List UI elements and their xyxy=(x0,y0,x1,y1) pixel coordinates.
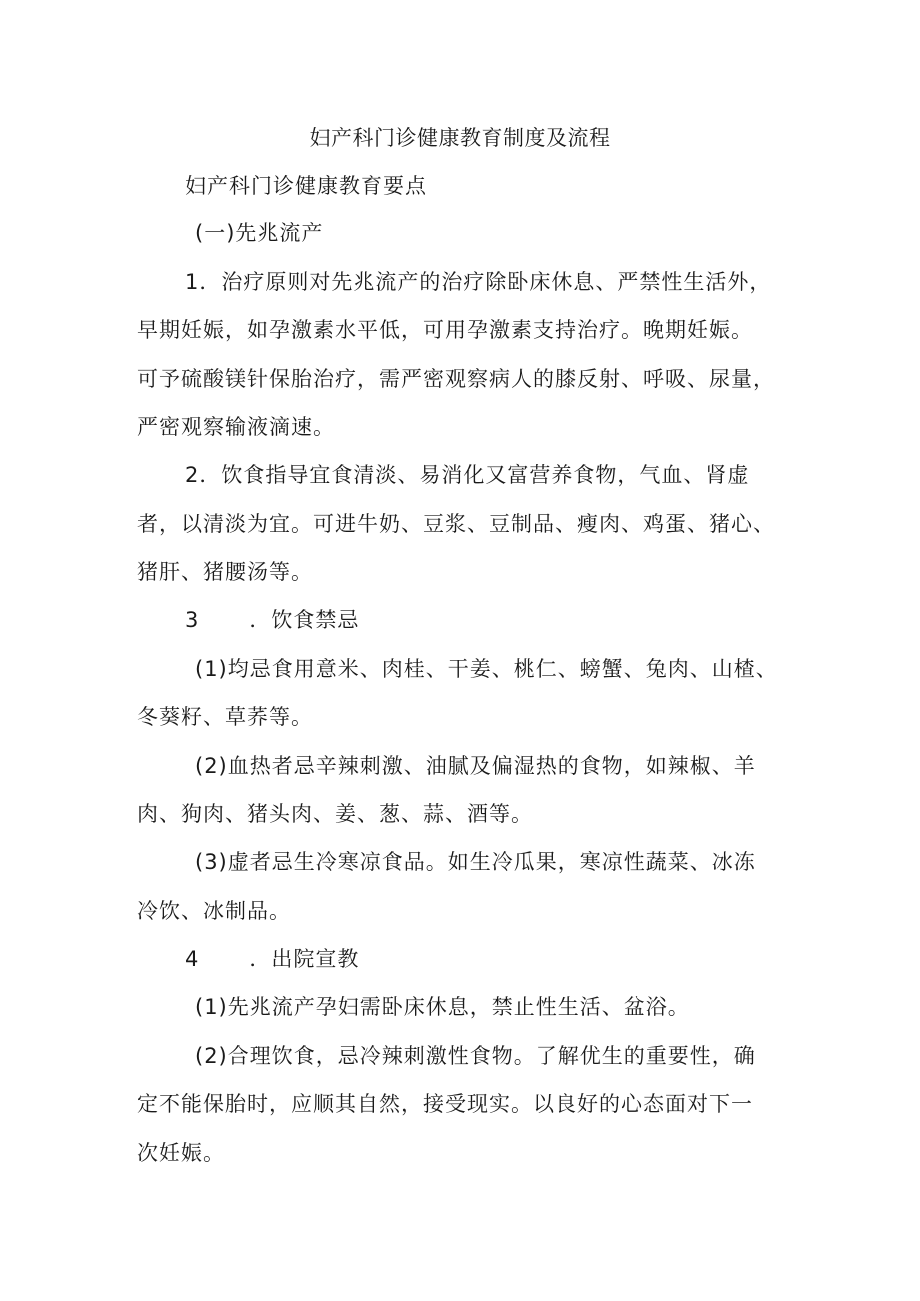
item4-heading xyxy=(185,944,359,974)
item3-number: 3 xyxy=(185,608,200,632)
item4-sub-line: 定不能保胎时，应顺其自然，接受现实。以良好的心态面对下一 xyxy=(137,1092,753,1116)
item4-sub-line: 次妊娠。 xyxy=(137,1141,225,1165)
item4-number: 4 xyxy=(185,947,200,971)
section-heading: (一)先兆流产 xyxy=(195,221,324,245)
item1-line: 1．治疗原则对先兆流产的治疗除卧床休息、严禁性生活外， xyxy=(185,270,772,294)
item2-line: 者，以清淡为宜。可进牛奶、豆浆、豆制品、瘦肉、鸡蛋、猪心、 xyxy=(137,512,775,536)
item1-line: 早期妊娠，如孕激素水平低，可用孕激素支持治疗。晚期妊娠。 xyxy=(137,318,753,342)
item1-line: 可予硫酸镁针保胎治疗，需严密观察病人的膝反射、呼吸、尿量， xyxy=(137,367,775,391)
item3-sub-line: (3)虚者忌生冷寒凉食品。如生冷瓜果，寒凉性蔬菜、冰冻 xyxy=(195,850,756,874)
item3-sub-line: (2)血热者忌辛辣刺激、油腻及偏湿热的食物，如辣椒、羊 xyxy=(195,754,756,778)
item1-line: 严密观察输液滴速。 xyxy=(137,415,335,439)
item2-line: 猪肝、猪腰汤等。 xyxy=(137,560,313,584)
item4-sub-line: (2)合理饮食，忌冷辣刺激性食物。了解优生的重要性，确 xyxy=(195,1044,756,1068)
item3-sub-line: 冷饮、冰制品。 xyxy=(137,899,291,923)
item3-heading-text: ．饮食禁忌 xyxy=(249,608,360,632)
item3-sub-line: 冬葵籽、草荞等。 xyxy=(137,705,313,729)
item4-sub-line: (1)先兆流产孕妇需卧床休息，禁止性生活、盆浴。 xyxy=(195,995,690,1019)
item4-heading-text: ．出院宣教 xyxy=(249,947,360,971)
document-title: 妇产科门诊健康教育制度及流程 xyxy=(309,126,611,150)
item3-heading xyxy=(185,605,359,635)
item3-sub-line: (1)均忌食用意米、肉桂、干姜、桃仁、螃蟹、兔肉、山楂、 xyxy=(195,657,778,681)
item2-line: 2．饮食指导宜食清淡、易消化又富营养食物，气血、肾虚 xyxy=(185,463,750,487)
document-subtitle: 妇产科门诊健康教育要点 xyxy=(185,174,427,198)
item3-sub-line: 肉、狗肉、猪头肉、姜、葱、蒜、酒等。 xyxy=(137,802,533,826)
